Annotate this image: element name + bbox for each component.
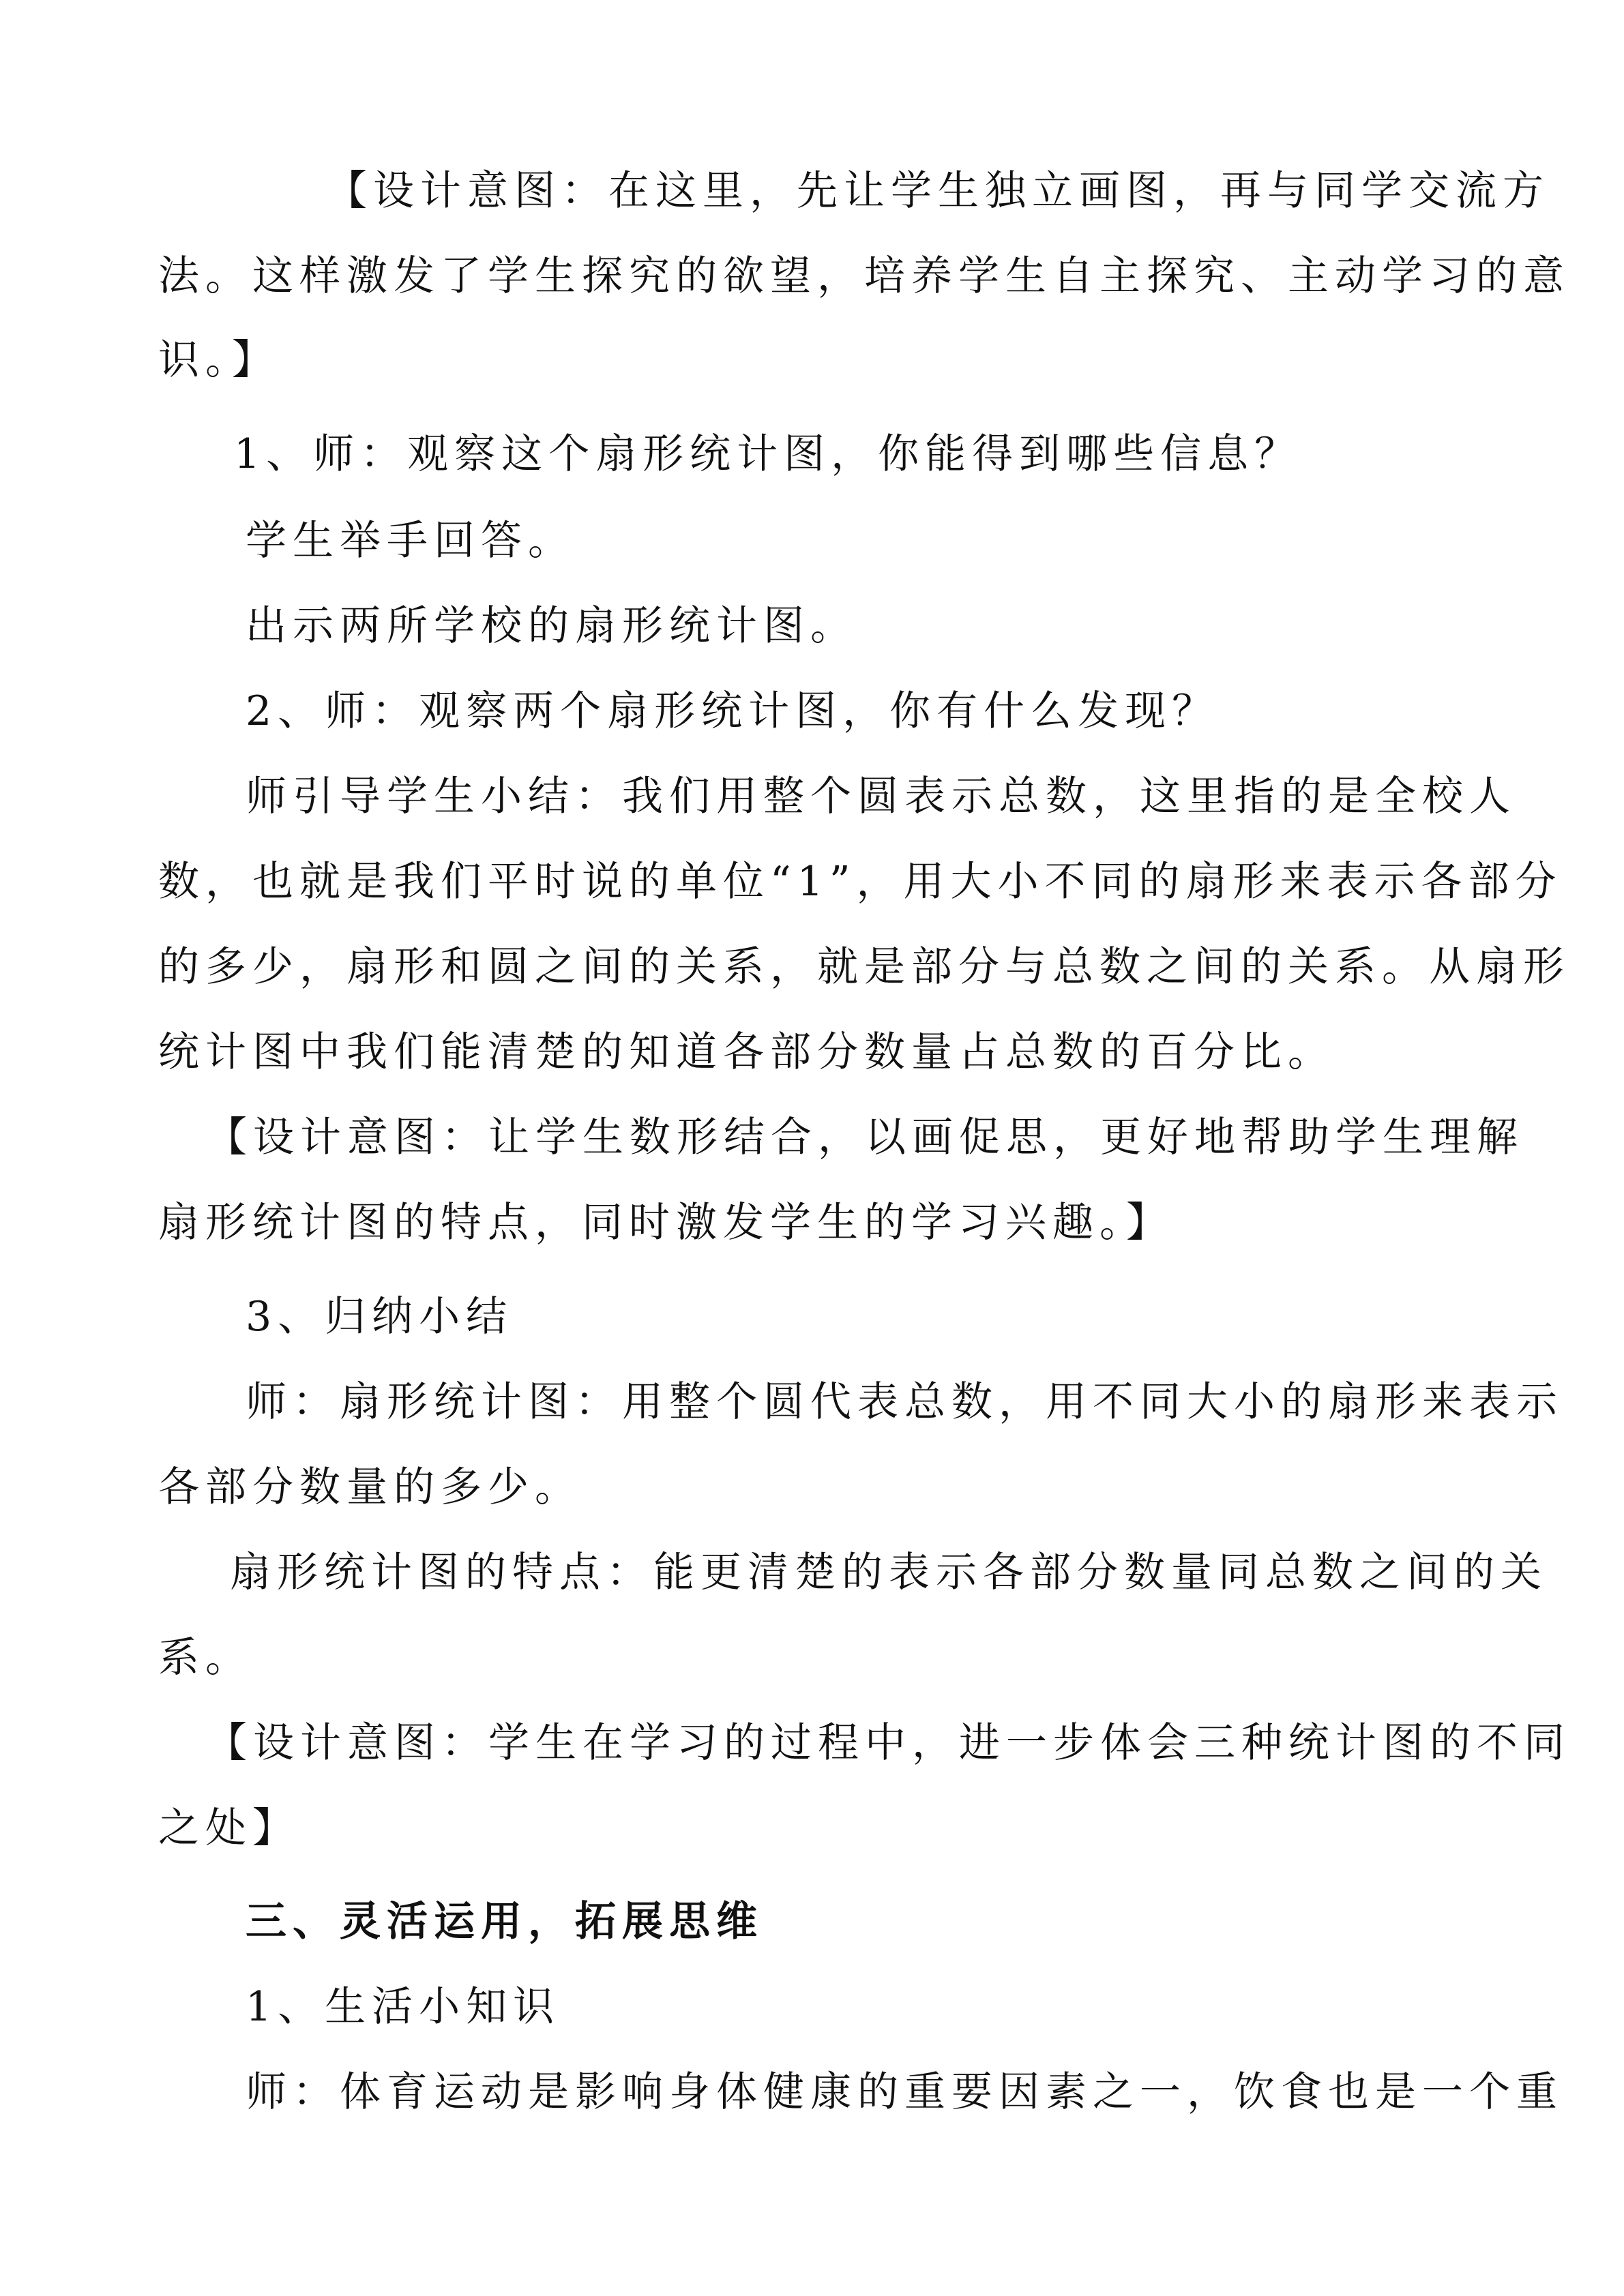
design-note-2-line-2: 扇形统计图的特点，同时激发学生的学习兴趣。】 [158,1199,1173,1247]
design-note-1-line-2: 法。这样激发了学生探究的欲望，培养学生自主探究、主动学习的意 [158,252,1570,300]
features-line-2: 系。 [158,1634,252,1682]
design-note-2-line-1: 【设计意图：让学生数形结合，以画促思，更好地帮助学生理解 [206,1114,1524,1161]
design-note-1-line-3: 识。】 [158,336,279,384]
teacher-question-1: 1、师：观察这个扇形统计图，你能得到哪些信息？ [234,430,1302,478]
teacher-paragraph-line-1: 师：体育运动是影响身体健康的重要因素之一，饮食也是一个重 [246,2068,1563,2116]
design-note-3-line-2: 之处】 [158,1804,299,1852]
definition-line-1: 师：扇形统计图：用整个圆代表总数，用不同大小的扇形来表示 [246,1378,1563,1426]
summary-paragraph-line-2: 数，也就是我们平时说的单位“1”，用大小不同的扇形来表示各部分 [158,858,1563,906]
design-note-1-line-1: 【设计意图：在这里，先让学生独立画图，再与同学交流方 [326,167,1550,215]
section-conclusion-heading: 3、归纳小结 [246,1293,514,1341]
show-two-school-charts: 出示两所学校的扇形统计图。 [246,602,857,650]
students-answer: 学生举手回答。 [246,517,575,565]
teacher-question-2: 2、师：观察两个扇形统计图，你有什么发现？ [246,687,1220,735]
section-three-heading: 三、灵活运用，拓展思维 [246,1898,763,1945]
definition-line-2: 各部分数量的多少。 [158,1463,582,1511]
features-line-1: 扇形统计图的特点：能更清楚的表示各部分数量同总数之间的关 [230,1549,1548,1596]
life-knowledge-heading: 1、生活小知识 [246,1983,561,2031]
design-note-3-line-1: 【设计意图：学生在学习的过程中，进一步体会三种统计图的不同 [206,1719,1571,1767]
summary-paragraph-line-1: 师引导学生小结：我们用整个圆表示总数，这里指的是全校人 [246,773,1516,820]
summary-paragraph-line-4: 统计图中我们能清楚的知道各部分数量占总数的百分比。 [158,1028,1335,1076]
summary-paragraph-line-3: 的多少，扇形和圆之间的关系，就是部分与总数之间的关系。从扇形 [158,943,1570,991]
